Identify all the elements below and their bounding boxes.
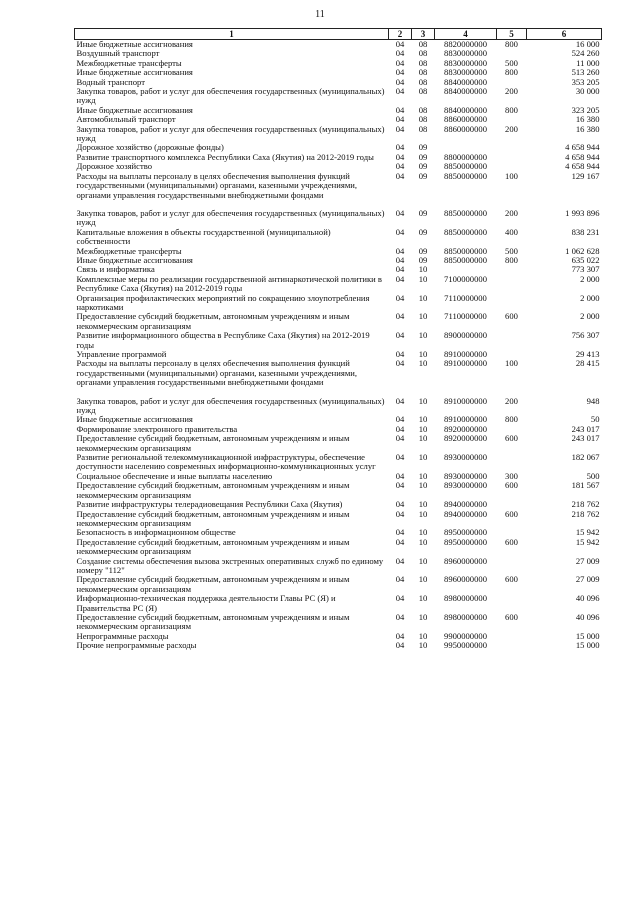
cell-amount: 218 762 bbox=[571, 509, 600, 519]
cell-amount: 773 307 bbox=[571, 265, 600, 275]
table-row bbox=[75, 397, 602, 416]
cell-amount: 181 567 bbox=[571, 481, 600, 491]
cell-section: 04 bbox=[395, 359, 405, 369]
cell-target-article bbox=[435, 143, 497, 152]
cell-expense-type: 400 bbox=[505, 227, 518, 237]
cell-expense-type: 300 bbox=[505, 471, 518, 481]
cell-expense-type: 200 bbox=[505, 396, 518, 406]
cell-name: Развитие региональной телекоммуникационной инфраструктуры, обеспечение доступности населению современных информационно-коммуникационных услуг bbox=[76, 453, 376, 472]
table-row bbox=[75, 575, 602, 594]
cell-amount: 756 307 bbox=[571, 331, 600, 341]
cell-subsection: 10 bbox=[418, 631, 428, 641]
table-row bbox=[75, 68, 602, 77]
table-row bbox=[75, 49, 602, 58]
cell-expense-type bbox=[497, 350, 527, 359]
table-row bbox=[75, 265, 602, 274]
cell-amount: 16 380 bbox=[575, 124, 600, 134]
cell-expense-type bbox=[497, 153, 527, 162]
table-row bbox=[75, 425, 602, 434]
cell-name: Развитие информационного общества в Республике Саха (Якутия) на 2012-2019 годы bbox=[76, 331, 370, 350]
table-row bbox=[75, 106, 602, 115]
page-number: 11 bbox=[315, 9, 325, 20]
cell-section: 04 bbox=[395, 105, 405, 115]
cell-amount: 323 205 bbox=[571, 105, 600, 115]
cell-name: Дорожное хозяйство bbox=[76, 162, 153, 172]
cell-subsection: 10 bbox=[418, 556, 428, 566]
cell-section: 04 bbox=[395, 152, 405, 162]
table-row bbox=[75, 115, 602, 124]
cell-subsection: 08 bbox=[418, 49, 428, 59]
cell-expense-type bbox=[497, 632, 527, 641]
cell-subsection: 08 bbox=[418, 39, 428, 49]
cell-name: Предоставление субсидий бюджетным, автономным учреждениям и иным некоммерческим организациям bbox=[76, 509, 350, 528]
table-body bbox=[75, 40, 602, 651]
table-row bbox=[75, 312, 602, 331]
header-col-section: 2 bbox=[389, 29, 412, 40]
cell-amount: 2 000 bbox=[580, 293, 600, 303]
cell-target-article: 8840000000 bbox=[444, 87, 487, 97]
cell-subsection: 10 bbox=[418, 415, 428, 425]
table-row bbox=[75, 153, 602, 162]
cell-target-article: 8850000000 bbox=[444, 246, 487, 256]
cell-target-article: 7100000000 bbox=[444, 274, 487, 284]
cell-name: Развитие инфраструктуры телерадиовещания Республики Саха (Якутия) bbox=[76, 500, 343, 510]
header-col-subsection: 3 bbox=[412, 29, 435, 40]
cell-expense-type: 600 bbox=[505, 509, 518, 519]
table-row bbox=[75, 613, 602, 632]
cell-amount: 243 017 bbox=[571, 424, 600, 434]
cell-name: Автомобильный транспорт bbox=[76, 115, 176, 125]
cell-section: 04 bbox=[395, 453, 405, 463]
cell-expense-type bbox=[497, 641, 527, 650]
cell-amount: 2 000 bbox=[580, 312, 600, 322]
cell-name: Организация профилактических мероприятий по сокращению злоупотребления наркотиками bbox=[76, 293, 370, 312]
header-row bbox=[75, 29, 602, 40]
cell-target-article: 8960000000 bbox=[444, 575, 487, 585]
cell-section: 04 bbox=[395, 77, 405, 87]
cell-target-article: 8820000000 bbox=[444, 39, 487, 49]
cell-expense-type: 800 bbox=[505, 255, 518, 265]
table-row bbox=[75, 40, 602, 50]
cell-subsection: 09 bbox=[418, 246, 428, 256]
cell-amount: 243 017 bbox=[571, 434, 600, 444]
table-row bbox=[75, 632, 602, 641]
cell-name: Непрограммные расходы bbox=[76, 631, 169, 641]
cell-subsection: 08 bbox=[418, 87, 428, 97]
cell-target-article: 8910000000 bbox=[444, 415, 487, 425]
cell-section: 04 bbox=[395, 481, 405, 491]
cell-section: 04 bbox=[395, 415, 405, 425]
cell-target-article: 9950000000 bbox=[444, 641, 487, 651]
cell-expense-type bbox=[497, 331, 527, 350]
cell-target-article: 8830000000 bbox=[444, 68, 487, 78]
cell-amount: 1 993 896 bbox=[565, 208, 600, 218]
cell-expense-type bbox=[497, 594, 527, 613]
cell-target-article: 8860000000 bbox=[444, 115, 487, 125]
cell-subsection: 08 bbox=[418, 68, 428, 78]
cell-expense-type bbox=[497, 425, 527, 434]
cell-name: Иные бюджетные ассигнования bbox=[76, 415, 193, 425]
cell-section: 04 bbox=[395, 471, 405, 481]
table-row bbox=[75, 538, 602, 557]
cell-expense-type: 600 bbox=[505, 312, 518, 322]
cell-subsection: 08 bbox=[418, 124, 428, 134]
cell-section: 04 bbox=[395, 312, 405, 322]
cell-section: 04 bbox=[395, 575, 405, 585]
cell-name: Информационно-техническая поддержка деятельности Главы РС (Я) и Правительства РС (Я) bbox=[76, 594, 336, 613]
cell-name: Связь и информатика bbox=[76, 265, 155, 275]
table-row bbox=[75, 557, 602, 576]
cell-section: 04 bbox=[395, 274, 405, 284]
cell-target-article: 8950000000 bbox=[444, 528, 487, 538]
cell-expense-type: 100 bbox=[505, 171, 518, 181]
cell-subsection: 10 bbox=[418, 265, 428, 275]
table-row bbox=[75, 434, 602, 453]
cell-target-article: 7110000000 bbox=[444, 293, 487, 303]
cell-amount: 15 942 bbox=[575, 537, 600, 547]
cell-subsection: 09 bbox=[418, 227, 428, 237]
cell-name: Иные бюджетные ассигнования bbox=[76, 39, 193, 49]
cell-subsection: 10 bbox=[418, 359, 428, 369]
cell-name: Расходы на выплаты персоналу в целях обеспечения выполнения функций государственными (муниципальными) органами, казенными учреждениями, органами управления государственными внебюджетными фондами bbox=[76, 359, 358, 388]
cell-amount: 15 000 bbox=[575, 631, 600, 641]
table-row bbox=[75, 275, 602, 294]
cell-section: 04 bbox=[395, 255, 405, 265]
cell-name: Иные бюджетные ассигнования bbox=[76, 255, 193, 265]
cell-subsection: 08 bbox=[418, 58, 428, 68]
cell-amount: 129 167 bbox=[571, 171, 600, 181]
cell-target-article: 8920000000 bbox=[444, 424, 487, 434]
cell-target-article: 8930000000 bbox=[444, 481, 487, 491]
cell-name: Закупка товаров, работ и услуг для обеспечения государственных (муниципальных) нужд bbox=[76, 396, 385, 416]
cell-target-article: 7110000000 bbox=[444, 312, 487, 322]
cell-expense-type bbox=[497, 453, 527, 472]
cell-target-article: 8850000000 bbox=[444, 227, 487, 237]
cell-target-article: 8910000000 bbox=[444, 359, 487, 369]
cell-name: Расходы на выплаты персоналу в целях обеспечения выполнения функций государственными (муниципальными) органами, казенными учреждениями, органами управления государственными внебюджетными фондами bbox=[76, 171, 358, 200]
cell-section: 04 bbox=[395, 631, 405, 641]
cell-section: 04 bbox=[395, 424, 405, 434]
cell-expense-type: 800 bbox=[505, 68, 518, 78]
cell-name: Управление программой bbox=[76, 350, 167, 359]
cell-expense-type: 200 bbox=[505, 87, 518, 97]
cell-amount: 40 096 bbox=[575, 594, 600, 604]
cell-amount: 182 067 bbox=[571, 453, 600, 463]
cell-subsection: 10 bbox=[418, 396, 428, 406]
cell-expense-type: 200 bbox=[505, 208, 518, 218]
cell-name: Безопасность в информационном обществе bbox=[76, 528, 236, 538]
cell-target-article: 8860000000 bbox=[444, 124, 487, 134]
table-row bbox=[75, 528, 602, 537]
cell-target-article: 8920000000 bbox=[444, 434, 487, 444]
cell-name: Комплексные меры по реализации государственной антинаркотической политики в Республике Саха (Якутия) на 2012-2019 годы bbox=[76, 274, 382, 294]
cell-section: 04 bbox=[395, 537, 405, 547]
cell-expense-type: 600 bbox=[505, 434, 518, 444]
table-row bbox=[75, 143, 602, 152]
cell-subsection: 10 bbox=[418, 528, 428, 538]
cell-subsection: 10 bbox=[418, 293, 428, 303]
cell-name: Дорожное хозяйство (дорожные фонды) bbox=[76, 143, 224, 153]
header-col-expense-type: 5 bbox=[497, 29, 527, 40]
cell-amount: 218 762 bbox=[571, 500, 600, 510]
cell-expense-type bbox=[497, 528, 527, 537]
cell-amount: 524 260 bbox=[571, 49, 600, 59]
cell-amount: 28 415 bbox=[575, 359, 600, 369]
header-col-target-article: 4 bbox=[435, 29, 497, 40]
cell-subsection: 09 bbox=[418, 255, 428, 265]
cell-section: 04 bbox=[395, 528, 405, 538]
cell-subsection: 10 bbox=[418, 594, 428, 604]
cell-subsection: 10 bbox=[418, 612, 428, 622]
table-row bbox=[75, 350, 602, 359]
cell-expense-type: 500 bbox=[505, 58, 518, 68]
cell-amount: 30 000 bbox=[575, 87, 600, 97]
cell-amount: 635 022 bbox=[571, 255, 600, 265]
cell-section: 04 bbox=[395, 293, 405, 303]
table-row bbox=[75, 162, 602, 171]
cell-target-article: 8850000000 bbox=[444, 255, 487, 265]
cell-subsection: 09 bbox=[418, 208, 428, 218]
cell-section: 04 bbox=[395, 124, 405, 134]
budget-table bbox=[74, 28, 602, 651]
cell-subsection: 08 bbox=[418, 115, 428, 125]
table-row bbox=[75, 228, 602, 247]
cell-amount: 948 bbox=[586, 396, 600, 406]
table-header bbox=[75, 29, 602, 40]
table-row bbox=[75, 87, 602, 106]
cell-target-article: 8850000000 bbox=[444, 162, 487, 172]
cell-name: Предоставление субсидий бюджетным, автономным учреждениям и иным некоммерческим организациям bbox=[76, 537, 350, 557]
cell-expense-type: 200 bbox=[505, 124, 518, 134]
cell-target-article: 8930000000 bbox=[444, 471, 487, 481]
cell-expense-type bbox=[497, 78, 527, 87]
cell-amount: 353 205 bbox=[571, 77, 600, 87]
cell-expense-type: 600 bbox=[505, 537, 518, 547]
cell-name: Предоставление субсидий бюджетным, автономным учреждениям и иным некоммерческим организациям bbox=[76, 575, 350, 594]
cell-subsection: 10 bbox=[418, 274, 428, 284]
cell-section: 04 bbox=[395, 434, 405, 444]
cell-expense-type: 600 bbox=[505, 481, 518, 491]
cell-target-article: 8980000000 bbox=[444, 612, 487, 622]
cell-name: Закупка товаров, работ и услуг для обеспечения государственных (муниципальных) нужд bbox=[76, 87, 385, 106]
cell-name: Закупка товаров, работ и услуг для обеспечения государственных (муниципальных) нужд bbox=[76, 208, 385, 228]
cell-amount: 15 000 bbox=[575, 641, 600, 651]
cell-target-article: 8830000000 bbox=[444, 58, 487, 68]
cell-section: 04 bbox=[395, 641, 405, 651]
cell-name: Создание системы обеспечения вызова экстренных оперативных служб по единому номеру "112" bbox=[76, 556, 384, 575]
cell-name: Формирование электронного правительства bbox=[76, 424, 238, 434]
cell-target-article: 8900000000 bbox=[444, 331, 487, 341]
cell-amount: 16 000 bbox=[575, 39, 600, 49]
cell-subsection: 10 bbox=[418, 575, 428, 585]
cell-section: 04 bbox=[395, 39, 405, 49]
cell-expense-type bbox=[497, 500, 527, 509]
cell-target-article: 8910000000 bbox=[444, 350, 487, 359]
cell-target-article: 8940000000 bbox=[444, 509, 487, 519]
cell-name: Иные бюджетные ассигнования bbox=[76, 105, 193, 115]
cell-subsection: 10 bbox=[418, 453, 428, 463]
cell-expense-type bbox=[497, 265, 527, 274]
cell-section: 04 bbox=[395, 500, 405, 510]
cell-name: Межбюджетные трансферты bbox=[76, 246, 182, 256]
cell-name: Прочие непрограммные расходы bbox=[76, 641, 197, 651]
cell-expense-type: 800 bbox=[505, 39, 518, 49]
cell-expense-type bbox=[497, 143, 527, 152]
cell-expense-type bbox=[497, 557, 527, 576]
cell-target-article: 9900000000 bbox=[444, 631, 487, 641]
cell-expense-type: 800 bbox=[505, 415, 518, 425]
table-row bbox=[75, 172, 602, 209]
cell-name: Предоставление субсидий бюджетным, автономным учреждениям и иным некоммерческим организациям bbox=[76, 312, 350, 331]
cell-expense-type: 500 bbox=[505, 246, 518, 256]
cell-expense-type bbox=[497, 49, 527, 58]
cell-section: 04 bbox=[395, 162, 405, 172]
cell-name: Капитальные вложения в объекты государственной (муниципальной) собственности bbox=[76, 227, 331, 247]
table-row bbox=[75, 247, 602, 256]
cell-subsection: 10 bbox=[418, 331, 428, 341]
cell-expense-type: 800 bbox=[505, 105, 518, 115]
cell-amount: 513 260 bbox=[571, 68, 600, 78]
table-row bbox=[75, 294, 602, 313]
cell-expense-type: 100 bbox=[505, 359, 518, 369]
cell-subsection: 09 bbox=[418, 162, 428, 172]
cell-name: Воздушный транспорт bbox=[76, 49, 160, 59]
cell-subsection: 10 bbox=[418, 350, 428, 359]
cell-amount: 15 942 bbox=[575, 528, 600, 538]
cell-expense-type bbox=[497, 275, 527, 294]
cell-target-article: 8940000000 bbox=[444, 500, 487, 510]
cell-target-article: 8850000000 bbox=[444, 208, 487, 218]
table-row bbox=[75, 256, 602, 265]
cell-target-article: 8850000000 bbox=[444, 171, 487, 181]
cell-amount: 40 096 bbox=[575, 612, 600, 622]
cell-target-article: 8950000000 bbox=[444, 537, 487, 547]
cell-section: 04 bbox=[395, 58, 405, 68]
cell-name: Социальное обеспечение и иные выплаты населению bbox=[76, 471, 273, 481]
cell-subsection: 09 bbox=[418, 171, 428, 181]
cell-section: 04 bbox=[395, 265, 405, 275]
cell-expense-type bbox=[497, 162, 527, 171]
cell-section: 04 bbox=[395, 171, 405, 181]
cell-name: Предоставление субсидий бюджетным, автономным учреждениям и иным некоммерческим организациям bbox=[76, 612, 350, 632]
cell-subsection: 10 bbox=[418, 312, 428, 322]
header-col-amount: 6 bbox=[527, 29, 602, 40]
cell-section: 04 bbox=[395, 612, 405, 622]
cell-amount: 29 413 bbox=[575, 350, 600, 359]
cell-section: 04 bbox=[395, 208, 405, 218]
table-row bbox=[75, 125, 602, 144]
table-row bbox=[75, 359, 602, 396]
cell-amount: 16 380 bbox=[575, 115, 600, 125]
cell-name: Закупка товаров, работ и услуг для обеспечения государственных (муниципальных) нужд bbox=[76, 124, 385, 144]
cell-name: Предоставление субсидий бюджетным, автономным учреждениям и иным некоммерческим организациям bbox=[76, 481, 350, 500]
cell-section: 04 bbox=[395, 556, 405, 566]
cell-amount: 4 658 944 bbox=[565, 152, 600, 162]
cell-amount: 27 009 bbox=[575, 575, 600, 585]
table-row bbox=[75, 209, 602, 228]
cell-section: 04 bbox=[395, 115, 405, 125]
table-row bbox=[75, 78, 602, 87]
table-row bbox=[75, 510, 602, 529]
cell-name: Развитие транспортного комплекса Республики Саха (Якутия) на 2012-2019 годы bbox=[76, 152, 374, 162]
cell-section: 04 bbox=[395, 594, 405, 604]
cell-subsection: 10 bbox=[418, 509, 428, 519]
table-row bbox=[75, 472, 602, 481]
cell-section: 04 bbox=[395, 143, 405, 153]
table-row bbox=[75, 453, 602, 472]
cell-subsection: 09 bbox=[418, 143, 428, 153]
cell-name: Иные бюджетные ассигнования bbox=[76, 68, 193, 78]
header-col-name: 1 bbox=[75, 29, 389, 40]
cell-amount: 50 bbox=[590, 415, 600, 425]
cell-subsection: 10 bbox=[418, 481, 428, 491]
cell-expense-type bbox=[497, 115, 527, 124]
cell-section: 04 bbox=[395, 49, 405, 59]
cell-target-article bbox=[435, 265, 497, 274]
cell-target-article: 8840000000 bbox=[444, 105, 487, 115]
cell-expense-type: 600 bbox=[505, 575, 518, 585]
cell-subsection: 10 bbox=[418, 641, 428, 651]
cell-subsection: 08 bbox=[418, 105, 428, 115]
cell-target-article: 8830000000 bbox=[444, 49, 487, 59]
cell-expense-type bbox=[497, 294, 527, 313]
cell-section: 04 bbox=[395, 227, 405, 237]
cell-subsection: 09 bbox=[418, 152, 428, 162]
cell-section: 04 bbox=[395, 246, 405, 256]
cell-section: 04 bbox=[395, 509, 405, 519]
cell-subsection: 10 bbox=[418, 424, 428, 434]
cell-expense-type: 600 bbox=[505, 612, 518, 622]
cell-target-article: 8840000000 bbox=[444, 77, 487, 87]
cell-section: 04 bbox=[395, 396, 405, 406]
table-row bbox=[75, 415, 602, 424]
cell-subsection: 10 bbox=[418, 471, 428, 481]
cell-target-article: 8960000000 bbox=[444, 556, 487, 566]
cell-amount: 500 bbox=[586, 471, 600, 481]
cell-amount: 27 009 bbox=[575, 556, 600, 566]
table-row bbox=[75, 59, 602, 68]
cell-amount: 4 658 944 bbox=[565, 143, 600, 153]
table-row bbox=[75, 481, 602, 500]
table-row bbox=[75, 641, 602, 650]
cell-subsection: 10 bbox=[418, 434, 428, 444]
table-row bbox=[75, 594, 602, 613]
table-row bbox=[75, 500, 602, 509]
table-row bbox=[75, 331, 602, 350]
cell-subsection: 08 bbox=[418, 77, 428, 87]
cell-amount: 1 062 628 bbox=[565, 246, 600, 256]
cell-section: 04 bbox=[395, 331, 405, 341]
cell-name: Предоставление субсидий бюджетным, автономным учреждениям и иным некоммерческим организациям bbox=[76, 434, 350, 453]
cell-target-article: 8980000000 bbox=[444, 594, 487, 604]
cell-subsection: 10 bbox=[418, 537, 428, 547]
cell-section: 04 bbox=[395, 68, 405, 78]
cell-amount: 2 000 bbox=[580, 274, 600, 284]
cell-subsection: 10 bbox=[418, 500, 428, 510]
cell-section: 04 bbox=[395, 350, 405, 359]
cell-amount: 838 231 bbox=[571, 227, 600, 237]
cell-target-article: 8910000000 bbox=[444, 396, 487, 406]
cell-section: 04 bbox=[395, 87, 405, 97]
cell-name: Водный транспорт bbox=[76, 77, 145, 87]
cell-target-article: 8800000000 bbox=[444, 152, 487, 162]
cell-amount: 4 658 944 bbox=[565, 162, 600, 172]
cell-target-article: 8930000000 bbox=[444, 453, 487, 463]
cell-amount: 11 000 bbox=[576, 58, 600, 68]
cell-name: Межбюджетные трансферты bbox=[76, 58, 182, 68]
